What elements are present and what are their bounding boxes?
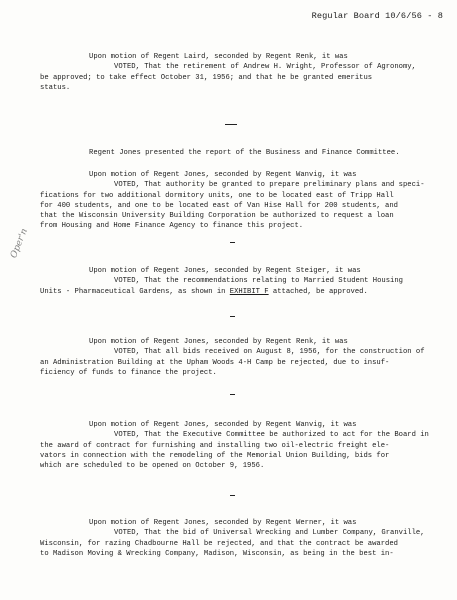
text-segment: Units - Pharmaceutical Gardens, as shown in <box>40 287 230 296</box>
text-line <box>40 287 450 297</box>
text-segment: attached, be approved. <box>268 287 368 296</box>
paragraph-married-housing <box>40 266 450 297</box>
text-line: that the Wisconsin University Building Corporation be authorized to request a loan <box>40 212 394 221</box>
page-header: Regular Board 10/6/56 - 8 <box>311 11 443 21</box>
text-line: Upon motion of Regent Laird, seconded by Regent Renk, it was <box>89 53 348 61</box>
text-line: VOTED, That authority be granted to prepare preliminary plans and speci- <box>114 181 425 190</box>
text-line: an Administration Building at the Upham Woods 4-H Camp be rejected, due to insuf- <box>40 358 390 367</box>
text-line: VOTED, That the retirement of Andrew H. Wright, Professor of Agronomy, <box>114 63 416 72</box>
text-line: Upon motion of Regent Jones, seconded by Regent Wanvig, it was <box>89 421 357 429</box>
paragraph-memorial-union-elevators <box>40 420 450 471</box>
paragraph-chadbourne-razing <box>40 518 450 559</box>
text-line: Upon motion of Regent Jones, seconded by Regent Wanvig, it was <box>89 171 357 179</box>
text-line: to Madison Moving & Wrecking Company, Madison, Wisconsin, as being in the best in- <box>40 549 394 558</box>
text-line: be approved; to take effect October 31, 1956; and that he be granted emeritus <box>40 73 373 82</box>
text-line: vators in connection with the remodeling of the Memorial Union Building, bids for <box>40 451 390 460</box>
paragraph-retirement <box>40 52 450 93</box>
section-separator <box>230 394 235 395</box>
paragraph-upham-woods-bids <box>40 337 450 378</box>
text-line: VOTED, That the recommendations relating to Married Student Housing <box>114 277 403 286</box>
text-line: the award of contract for furnishing and installing two oil-electric freight ele- <box>40 441 390 450</box>
handwritten-margin-note: Oper'n <box>9 227 30 260</box>
text-line: for 400 students, and one to be located east of Van Hise Hall for 200 students, and <box>40 201 398 210</box>
text-line: Upon motion of Regent Jones, seconded by Regent Werner, it was <box>89 519 357 527</box>
section-separator <box>230 495 235 496</box>
text-line: which are scheduled to be opened on October 9, 1956. <box>40 462 265 471</box>
section-separator <box>230 242 235 243</box>
text-line: Regent Jones presented the report of the Business and Finance Committee. <box>89 149 400 157</box>
text-line: VOTED, That the bid of Universal Wrecking and Lumber Company, Granville, <box>114 529 425 538</box>
text-line: ficiency of funds to finance the project. <box>40 368 217 377</box>
text-line: status. <box>40 83 71 92</box>
text-line: Upon motion of Regent Jones, seconded by Regent Renk, it was <box>89 338 348 346</box>
text-line: Wisconsin, for razing Chadbourne Hall be rejected, and that the contract be awarded <box>40 539 398 548</box>
text-line: fications for two additional dormitory units, one to be located east of Tripp Hall <box>40 191 394 200</box>
section-separator <box>225 124 237 125</box>
text-line: Upon motion of Regent Jones, seconded by Regent Steiger, it was <box>89 267 361 275</box>
text-line: VOTED, That all bids received on August 8, 1956, for the construction of <box>114 348 425 357</box>
section-separator <box>230 316 235 317</box>
exhibit-reference: EXHIBIT F <box>229 287 269 296</box>
paragraph-committee-report <box>40 148 450 158</box>
paragraph-dormitory-units <box>40 170 450 232</box>
text-line: from Housing and Home Finance Agency to finance this project. <box>40 222 304 231</box>
text-line: VOTED, That the Executive Committee be authorized to act for the Board in <box>114 431 429 440</box>
